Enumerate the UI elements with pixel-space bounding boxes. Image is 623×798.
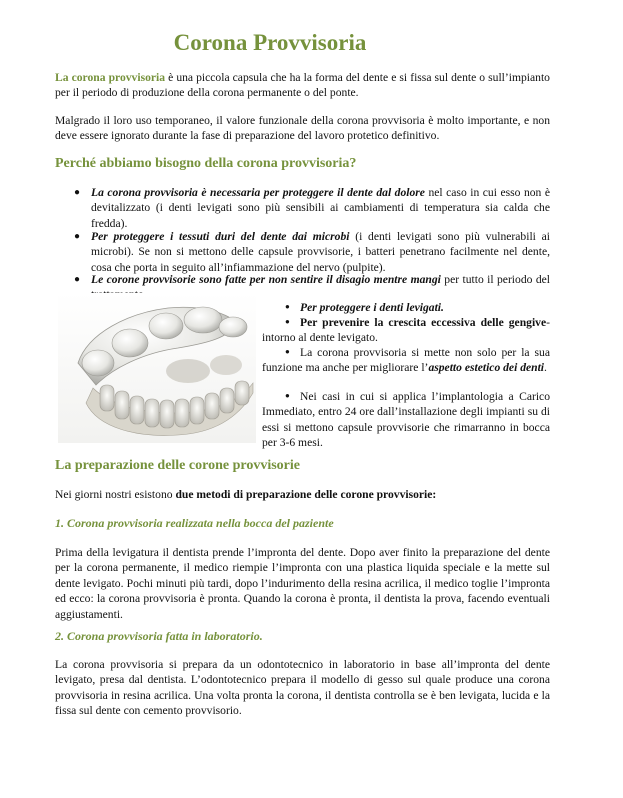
paragraph-importance: Malgrado il loro uso temporaneo, il valore funzionale della corona provvisoria è molto importante, e non deve essere ignorato durante la fase di preparazione del lavoro protetico definitivo. (55, 114, 550, 143)
bullet1-rest: nel caso in cui esso non è devitalizzato (i denti levigati sono più sensibili ai cambiamenti di temperatura sia calda che fredda). (91, 186, 550, 230)
bullet-protect-microbes (91, 229, 550, 275)
heading-why: Perché abbiamo bisogno della corona provvisoria? (55, 156, 357, 171)
bullet2-rest: (i denti levigati sono più vulnerabili ai microbi). Se non si mettono delle capsule provvisorie, i batteri penetrano facilmente nel dente, cosa che porta in seguito all’infiammazione del nervo (pulpite). (91, 230, 550, 274)
method2-title: 2. Corona provvisoria fatta in laboratorio. (55, 629, 263, 643)
preparation-intro (55, 487, 550, 502)
sub-bullet-dot: ● (285, 347, 290, 356)
bullet-dot: ● (74, 274, 81, 285)
bullet1-bold: La corona provvisoria è necessaria per proteggere il dente dal dolore (91, 186, 425, 199)
intro-paragraph (55, 70, 550, 101)
prep-intro-plain: Nei giorni nostri esistono (55, 488, 176, 501)
sub2-bold: Per prevenire la crescita eccessiva delle gengive (300, 316, 547, 329)
sub-bullet-immediate-load: Nei casi in cui si applica l’implantologia a Carico Immediato, entro 24 ore dall’installazione degli impianti su di essi si mettono capsule provvisorie che rimarranno in bocca per 3-6 mesi. (262, 390, 550, 450)
bullet-protect-pain (91, 185, 550, 231)
intro-rest: è una piccola capsula che ha la forma del dente e si fissa sul dente o sull’impianto per il periodo di produzione della corona permanente o del ponte. (55, 71, 550, 100)
bullet3-bold: Le corone provvisorie sono fatte per non sentire il disagio mentre mangi (91, 273, 441, 286)
heading-preparation: La preparazione delle corone provvisorie (55, 458, 300, 473)
bullet-dot: ● (74, 231, 81, 242)
sub-bullet-dot: ● (285, 317, 290, 326)
sub-bullet-dot: ● (285, 391, 290, 400)
sub-bullet-protect-levigated: Per proteggere i denti levigati. (300, 301, 444, 314)
prep-intro-bold: due metodi di preparazione delle corone provvisorie: (175, 488, 437, 501)
sub3-end: . (544, 361, 547, 375)
method1-title: 1. Corona provvisoria realizzata nella bocca del paziente (55, 516, 334, 530)
sub2-rest: - intorno al dente levigato. (262, 316, 550, 345)
sub-bullet-gums (262, 315, 550, 346)
page-title: Corona Provvisoria (173, 30, 367, 55)
intro-lead: La corona provvisoria (55, 71, 166, 84)
sub-bullet-aesthetic (262, 345, 550, 376)
method1-paragraph: Prima della levigatura il dentista prende l’impronta del dente. Dopo aver finito la preparazione del dente per la corona permanente, il medico riempie l’impronta con una plastica liquida speciale e la mette sul dente levigato. Pochi minuti più tardi, dopo l’indurimento della resina acrilica, il medico toglie l’impronta ed ecco: la corona provvisoria è pronta. Quando la corona è pronta, il dentista la prova, facendo eventuali aggiustamenti. (55, 546, 550, 621)
bullet-dot: ● (74, 187, 81, 198)
sub3-plain: La corona provvisoria si mette non solo per la sua funzione ma anche per migliorare l’ (262, 346, 550, 375)
dental-crown-image (58, 293, 256, 443)
bullet2-bold: Per proteggere i tessuti duri del dente dai microbi (91, 230, 350, 243)
sub3-bold: aspetto estetico dei denti (428, 361, 545, 375)
method2-paragraph: La corona provvisoria si prepara da un odontotecnico in laboratorio in base all’impronta del dente levigato, presa dal dentista. L’odontotecnico prepara il modello di gesso sul quale produce una corona provvisoria in resina acrilica. Una volta pronta la corona, il dentista controlla se è ben levigata, lucida e la fissa sul dente con cemento provvisorio. (55, 658, 550, 718)
bullet3-rest: per tutto il periodo del (444, 273, 550, 286)
sub-bullet-dot: ● (285, 302, 290, 311)
